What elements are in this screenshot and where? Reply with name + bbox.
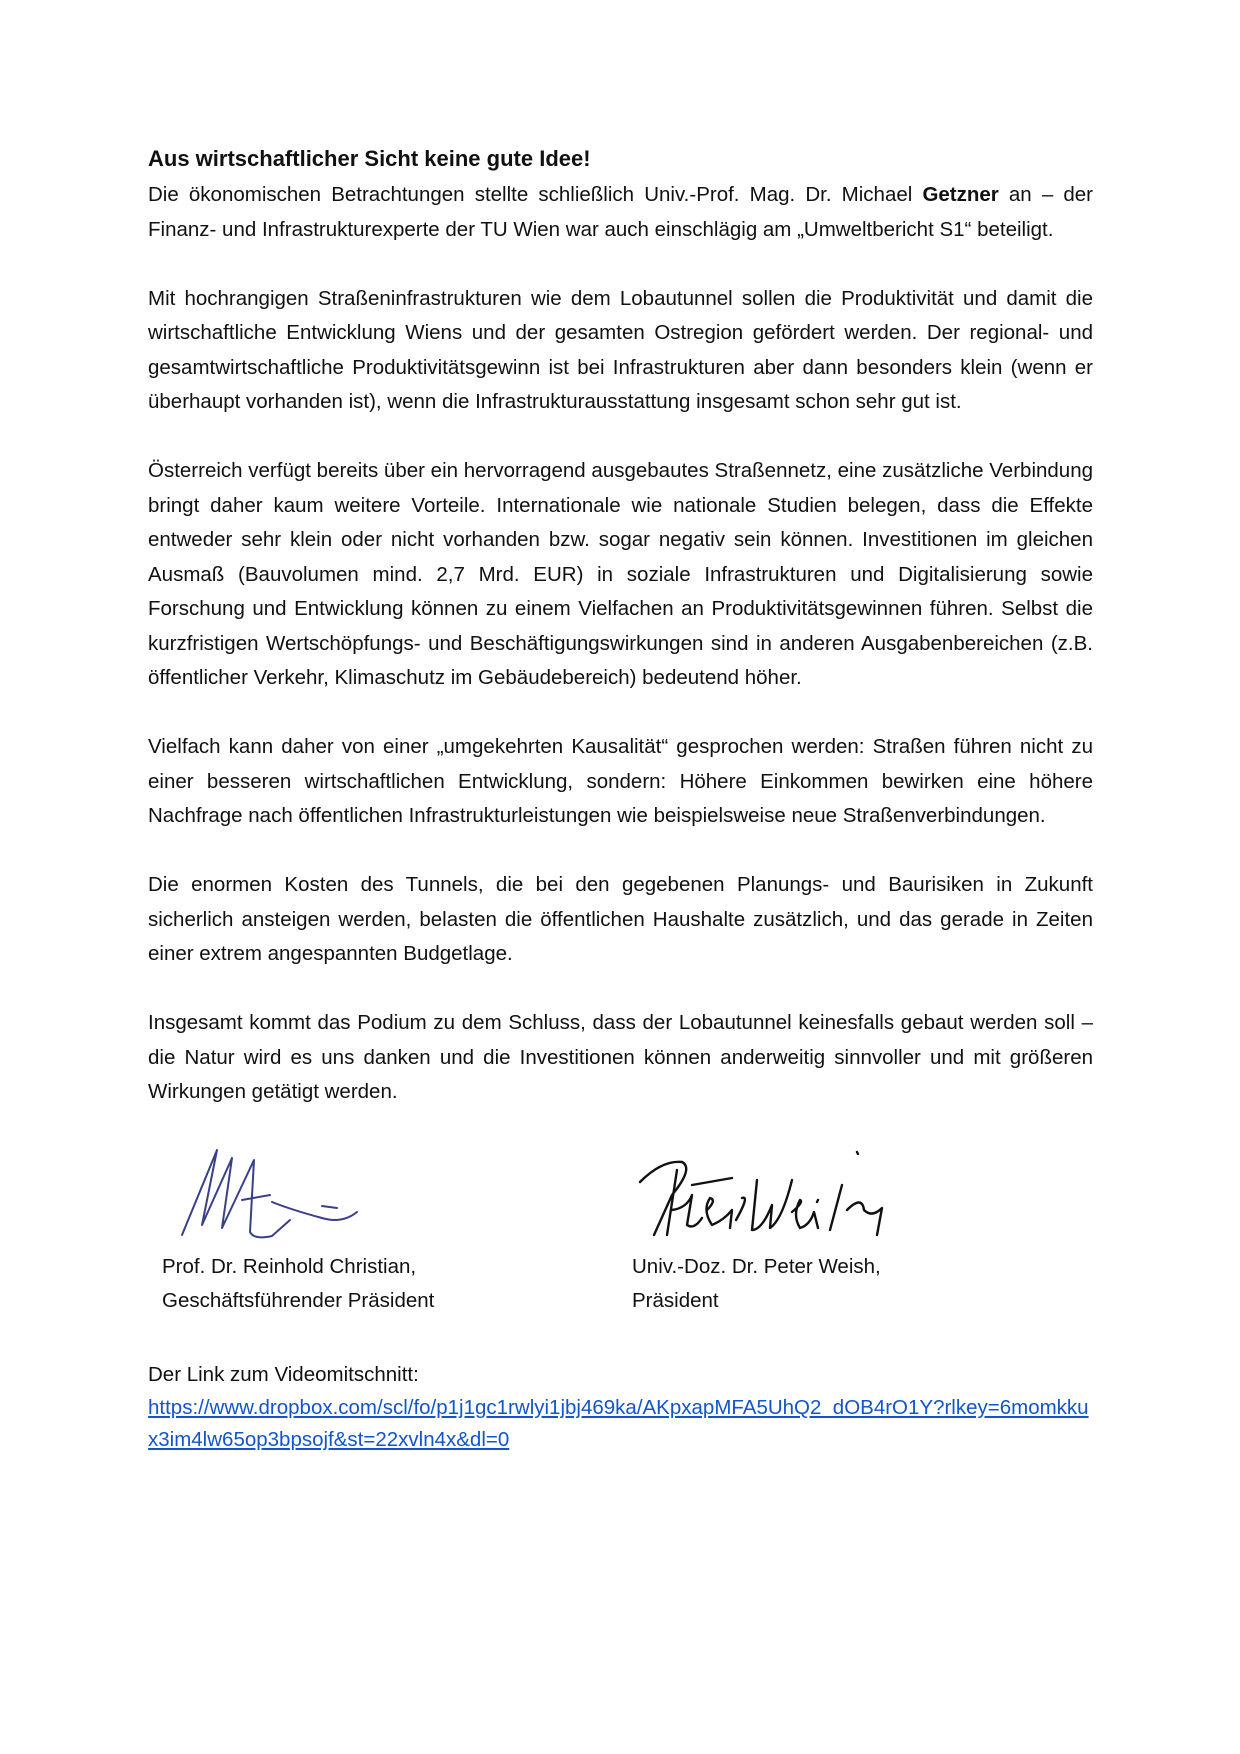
paragraph-productivity: Mit hochrangigen Straßeninfrastrukturen wie dem Lobautunnel sollen die Produktivität und damit die wirtschaftliche Entwicklung Wiens und der gesamten Ostregion gefördert werden. Der regional- und gesamtwirtschaftliche Produktivitätsgewinn ist bei Infrastrukturen aber dann besonders klein (wenn er überhaupt vorhanden ist), wenn die Infrastrukturausstattung insgesamt schon sehr gut ist. bbox=[148, 286, 1093, 413]
signature-weish-icon bbox=[632, 1140, 902, 1250]
signer-name: Univ.-Doz. Dr. Peter Weish, bbox=[632, 1254, 881, 1278]
signature-christian-icon bbox=[172, 1140, 372, 1250]
paragraph-causality: Vielfach kann daher von einer „umgekehrten Kausalität“ gesprochen werden: Straßen führen nicht zu einer besseren wirtschaftlichen Entwicklung, sondern: Höhere Einkommen bewirken eine höhere Nachfrage nach öffentlichen Infrastrukturleistungen wie beispielsweise neue Straßenverbindungen. bbox=[148, 735, 1093, 827]
paragraph-costs: Die enormen Kosten des Tunnels, die bei den gegebenen Planungs- und Baurisiken in Zukunft sicherlich ansteigen werden, belasten die öffentlichen Haushalte zusätzlich, und das gerade in Zeiten einer extrem angespannten Budgetlage. bbox=[148, 873, 1093, 965]
signature-block bbox=[148, 1140, 1093, 1350]
signer-role: Geschäftsführender Präsident bbox=[162, 1288, 435, 1312]
video-link[interactable]: https://www.dropbox.com/scl/fo/p1j1gc1rwlyi1jbj469ka/AKpxapMFA5UhQ2_dOB4rO1Y?rlkey=6momkkux3im4lw65op3bpsojf&st=22xvln4x&dl=0 bbox=[148, 1395, 1089, 1451]
document-page bbox=[148, 144, 1093, 1456]
video-link-label: Der Link zum Videomitschnitt: bbox=[148, 1362, 419, 1386]
paragraph-conclusion: Insgesamt kommt das Podium zu dem Schluss, dass der Lobautunnel keinesfalls gebaut werden soll – die Natur wird es uns danken und die Investitionen können anderweitig sinnvoller und mit größeren Wirkungen getätigt werden. bbox=[148, 1011, 1093, 1103]
signer-name: Prof. Dr. Reinhold Christian, bbox=[162, 1254, 417, 1278]
signature-christian bbox=[162, 1140, 434, 1318]
signer-role: Präsident bbox=[632, 1288, 719, 1312]
intro-text: Die ökonomischen Betrachtungen stellte schließlich Univ.-Prof. Mag. Dr. Michael bbox=[148, 183, 923, 206]
signature-weish bbox=[632, 1140, 902, 1318]
video-link-section bbox=[148, 1358, 1093, 1456]
section-heading: Aus wirtschaftlicher Sicht keine gute Idee! bbox=[148, 146, 591, 171]
intro-paragraph bbox=[148, 178, 1093, 247]
speaker-name: Getzner bbox=[922, 183, 999, 206]
paragraph-austria-roads: Österreich verfügt bereits über ein hervorragend ausgebautes Straßennetz, eine zusätzliche Verbindung bringt daher kaum weitere Vorteile. Internationale wie nationale Studien belegen, dass die Effekte entweder sehr klein oder nicht vorhanden bzw. sogar negativ sein können. Investitionen im gleichen Ausmaß (Bauvolumen mind. 2,7 Mrd. EUR) in soziale Infrastrukturen und Digitalisierung sowie Forschung und Entwicklung können zu einem Vielfachen an Produktivitätsgewinnen führen. Selbst die kurzfristigen Wertschöpfungs- und Beschäftigungswirkungen sind in anderen Ausgabenbereichen (z.B. öffentlicher Verkehr, Klimaschutz im Gebäudebereich) bedeutend höher. bbox=[148, 459, 1093, 689]
intro-text-cont: an – der Finanz- und Infrastrukturexperte der TU Wien war auch einschlägig am „Umweltbericht S1“ beteiligt. bbox=[148, 183, 1093, 241]
